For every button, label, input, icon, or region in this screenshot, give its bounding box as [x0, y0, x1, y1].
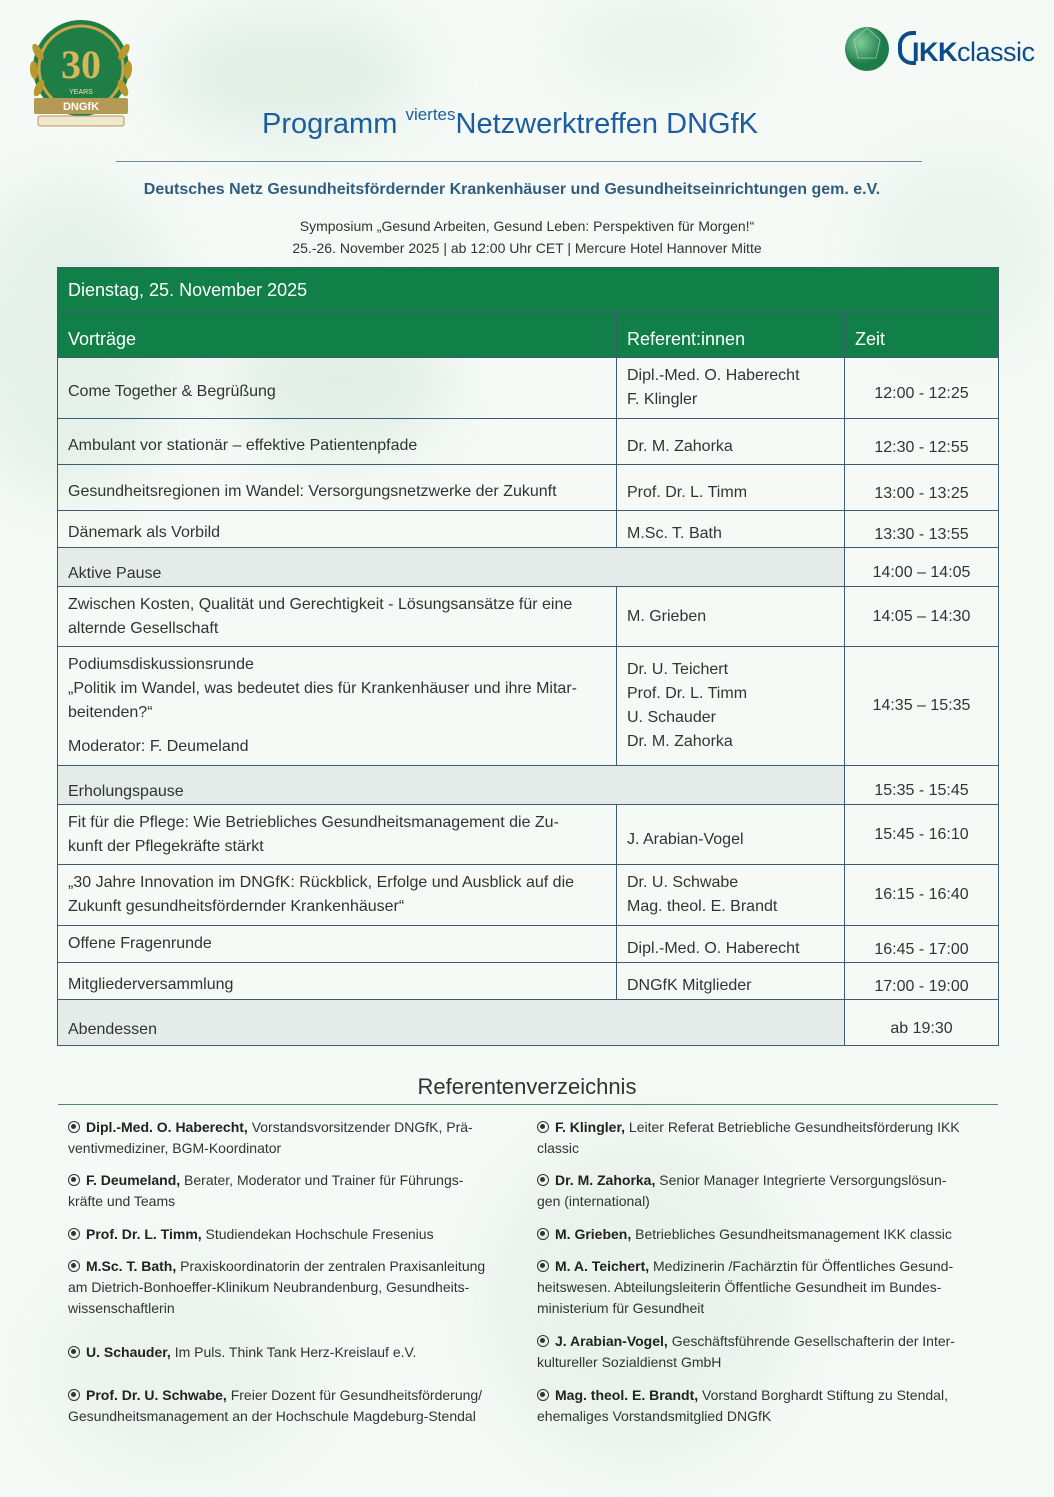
day-header-row: [58, 268, 999, 313]
talk-line: alternde Gesellschaft: [68, 619, 219, 637]
pause-label: Abendessen: [58, 1000, 845, 1046]
program-row: [58, 926, 999, 963]
bullet-icon: [537, 1174, 549, 1186]
talk-line: „30 Jahre Innovation im DNGfK: Rückblick, Erfolge und Ausblick auf die: [68, 874, 575, 891]
reference-name: J. Arabian-Vogel,: [555, 1333, 668, 1349]
title-divider: [116, 161, 922, 162]
bullet-icon: [68, 1228, 80, 1240]
reference-description-line: kultureller Sozialdienst GmbH: [537, 1354, 722, 1370]
speaker-name: M. Grieben: [627, 607, 707, 625]
pause-label: Aktive Pause: [58, 548, 845, 587]
reference-entry: [68, 1256, 523, 1319]
svg-text:YEARS: YEARS: [69, 89, 93, 96]
program-row: [58, 865, 999, 926]
bullet-icon: [68, 1346, 80, 1358]
ikk-brand-bold: IKK: [912, 36, 957, 67]
time-slot: 13:00 - 13:25: [845, 465, 999, 511]
speaker-name: Dr. M. Zahorka: [627, 437, 733, 455]
reference-entry: [537, 1117, 992, 1159]
program-row: [58, 805, 999, 865]
reference-description-line: ventivmediziner, BGM-Koordinator: [68, 1140, 282, 1156]
speaker-name: DNGfK Mitglieder: [627, 977, 752, 994]
speaker-list: [617, 647, 845, 766]
page-title: Programm $^{viertes}$Netzwerktreffen DNGfK: [262, 105, 758, 140]
speaker-name: Dr. U. Schwabe: [627, 874, 739, 891]
reference-name: Prof. Dr. L. Timm,: [86, 1226, 202, 1242]
talk-line: kunft der Pflegekräfte stärkt: [68, 837, 264, 855]
bullet-icon: [537, 1121, 549, 1133]
bullet-icon: [537, 1228, 549, 1240]
speaker-name: M.Sc. T. Bath: [627, 525, 722, 542]
reference-description: Im Puls. Think Tank Herz-Kreislauf e.V.: [174, 1344, 417, 1360]
speaker-list: [617, 587, 845, 647]
symposium-date-venue: 25.-26. November 2025 | ab 12:00 Uhr CET | Mercure Hotel Hannover Mitte: [292, 240, 762, 256]
reference-name: Prof. Dr. U. Schwabe,: [86, 1387, 227, 1403]
speaker-list: [617, 865, 845, 926]
speaker-list: [617, 805, 845, 865]
program-row: [58, 511, 999, 548]
pause-row: [58, 766, 999, 805]
reference-description-line: heitswesen. Abteilungsleiterin Öffentliche Gesundheit im Bundes-: [537, 1279, 942, 1295]
column-header-row: [58, 313, 999, 358]
talk-line: Dänemark als Vorbild: [68, 524, 221, 541]
organization-name: Deutsches Netz Gesundheitsfördernder Krankenhäuser und Gesundheitseinrichtungen gem. e.V.: [143, 181, 881, 198]
reference-name: Dr. M. Zahorka,: [555, 1172, 656, 1188]
reference-entry: [68, 1170, 523, 1212]
speaker-list: [617, 926, 845, 963]
speaker-list: [617, 358, 845, 419]
pause-row: [58, 548, 999, 587]
day-label: Dienstag, 25. November 2025: [58, 268, 999, 313]
speaker-name: U. Schauder: [627, 709, 716, 726]
reference-entry: [537, 1170, 992, 1212]
time-slot: 15:45 - 16:10: [845, 805, 999, 865]
speaker-name: Prof. Dr. L. Timm: [627, 685, 748, 702]
talk-line: Zwischen Kosten, Qualität und Gerechtigkeit - Lösungsansätze für eine: [68, 595, 573, 613]
reference-name: Mag. theol. E. Brandt,: [555, 1387, 699, 1403]
talk-title: [58, 419, 617, 465]
header-speakers: Referent:innen: [617, 313, 845, 358]
talk-line: Gesundheitsregionen im Wandel: Versorgungsnetzwerke der Zukunft: [68, 482, 557, 500]
ikk-brand-rest: classic: [957, 36, 1035, 67]
time-slot: 16:15 - 16:40: [845, 865, 999, 926]
reference-entry: [68, 1342, 523, 1363]
talk-title: [58, 865, 617, 926]
reference-description: Leiter Referat Betriebliche Gesundheitsförderung IKK: [628, 1119, 960, 1135]
header-talks: Vorträge: [58, 313, 617, 358]
talk-line: Mitgliederversammlung: [68, 976, 234, 993]
svg-text:DNGfK: DNGfK: [62, 101, 100, 113]
bullet-icon: [68, 1389, 80, 1401]
time-slot: 14:05 – 14:30: [845, 587, 999, 647]
talk-line: beitenden?“: [68, 704, 153, 721]
title-superscript: viertes: [405, 105, 456, 124]
reference-description-line: Gesundheitsmanagement an der Hochschule Magdeburg-Stendal: [68, 1408, 476, 1424]
bullet-icon: [68, 1121, 80, 1133]
speaker-name: Dr. M. Zahorka: [627, 733, 733, 750]
talk-title: [58, 926, 617, 963]
ikk-classic-logo: [844, 24, 1044, 74]
program-row: [58, 465, 999, 511]
time-slot: 17:00 - 19:00: [845, 963, 999, 1000]
reference-name: U. Schauder,: [86, 1344, 171, 1360]
speaker-name: Dr. U. Teichert: [627, 661, 729, 678]
time-slot: 12:00 - 12:25: [845, 358, 999, 419]
reference-description: Freier Dozent für Gesundheitsförderung/: [230, 1387, 483, 1403]
reference-entry: [68, 1224, 523, 1245]
speaker-name: Dipl.-Med. O. Haberecht: [627, 940, 800, 957]
speaker-name: Prof. Dr. L. Timm: [627, 483, 748, 501]
header-time: Zeit: [845, 313, 999, 358]
talk-line: Fit für die Pflege: Wie Betriebliches Gesundheitsmanagement die Zu-: [68, 813, 559, 831]
reference-description-line: classic: [537, 1140, 580, 1156]
reference-name: F. Klingler,: [555, 1119, 626, 1135]
program-row: [58, 419, 999, 465]
speaker-list: [617, 511, 845, 548]
reference-entry: [68, 1385, 523, 1427]
references-divider: [58, 1104, 998, 1105]
talk-title: [58, 963, 617, 1000]
reference-name: M. Grieben,: [555, 1226, 632, 1242]
speaker-name: J. Arabian-Vogel: [627, 830, 744, 848]
reference-description-line: am Dietrich-Bonhoeffer-Klinikum Neubrandenburg, Gesundheits-: [68, 1279, 470, 1295]
bullet-icon: [68, 1260, 80, 1272]
talk-title: [58, 358, 617, 419]
talk-title: [58, 587, 617, 647]
reference-description: Berater, Moderator und Trainer für Führungs-: [184, 1172, 464, 1188]
reference-description: Vorstand Borghardt Stiftung zu Stendal,: [702, 1387, 948, 1403]
moderator-line: Moderator: F. Deumeland: [68, 738, 249, 755]
references-title: Referentenverzeichnis: [417, 1074, 637, 1099]
symposium-title: Symposium „Gesund Arbeiten, Gesund Leben: Perspektiven für Morgen!“: [299, 218, 755, 234]
bullet-icon: [537, 1260, 549, 1272]
reference-description: Studiendekan Hochschule Fresenius: [205, 1226, 434, 1242]
reference-entry: [537, 1331, 992, 1373]
reference-description: Praxiskoordinatorin der zentralen Praxisanleitung: [180, 1258, 486, 1274]
speaker-list: [617, 963, 845, 1000]
talk-line: Come Together & Begrüßung: [68, 383, 276, 400]
time-slot: 13:30 - 13:55: [845, 511, 999, 548]
bullet-icon: [68, 1174, 80, 1186]
talk-line: Zukunft gesundheitsfördernder Krankenhäuser“: [68, 898, 405, 915]
reference-description-line: kräfte und Teams: [68, 1193, 176, 1209]
speaker-name: F. Klingler: [627, 391, 698, 408]
reference-description: Vorstandsvorsitzender DNGfK, Prä-: [251, 1119, 473, 1135]
reference-description: Geschäftsführende Gesellschafterin der Inter-: [671, 1333, 955, 1349]
pause-label: Erholungspause: [58, 766, 845, 805]
time-slot: 12:30 - 12:55: [845, 419, 999, 465]
talk-line: Offene Fragenrunde: [68, 935, 212, 952]
reference-name: M.Sc. T. Bath,: [86, 1258, 177, 1274]
talk-title: [58, 465, 617, 511]
reference-name: F. Deumeland,: [86, 1172, 181, 1188]
reference-entry: [537, 1224, 992, 1245]
program-row: [58, 647, 999, 766]
time-slot: 14:00 – 14:05: [845, 548, 999, 587]
reference-entry: [537, 1385, 992, 1427]
ikk-emblem-icon: [844, 26, 890, 72]
bullet-icon: [537, 1335, 549, 1347]
program-row: [58, 963, 999, 1000]
speaker-name: Mag. theol. E. Brandt: [627, 898, 778, 915]
talk-title: [58, 647, 617, 766]
talk-title: [58, 511, 617, 548]
reference-entry: [537, 1256, 992, 1319]
reference-description-line: ministerium für Gesundheit: [537, 1300, 705, 1316]
speaker-list: [617, 465, 845, 511]
program-row: [58, 358, 999, 419]
reference-entry: [68, 1117, 523, 1159]
talk-title: [58, 805, 617, 865]
speaker-list: [617, 419, 845, 465]
talk-line: Podiumsdiskussionsrunde: [68, 656, 254, 673]
reference-description: Medizinerin /Fachärztin für Öffentliches Gesund-: [653, 1258, 954, 1274]
reference-name: Dipl.-Med. O. Haberecht,: [86, 1119, 248, 1135]
program-table: [57, 267, 999, 1046]
reference-description: Betriebliches Gesundheitsmanagement IKK classic: [635, 1226, 952, 1242]
reference-description-line: wissenschaftlerin: [68, 1300, 175, 1316]
background-wash: [560, 0, 760, 90]
talk-line: Ambulant vor stationär – effektive Patientenpfade: [68, 436, 418, 454]
svg-text:30: 30: [61, 42, 101, 87]
time-slot: 14:35 – 15:35: [845, 647, 999, 766]
pause-row: [58, 1000, 999, 1046]
speaker-name: Dipl.-Med. O. Haberecht: [627, 367, 800, 384]
time-slot: 16:45 - 17:00: [845, 926, 999, 963]
program-row: [58, 587, 999, 647]
reference-description-line: gen (international): [537, 1193, 650, 1209]
reference-name: M. A. Teichert,: [555, 1258, 650, 1274]
symposium-info: [0, 215, 1054, 259]
reference-description: Senior Manager Integrierte Versorgungslösun-: [659, 1172, 947, 1188]
reference-description-line: ehemaliges Vorstandsmitglied DNGfK: [537, 1408, 772, 1424]
time-slot: 15:35 - 15:45: [845, 766, 999, 805]
time-slot: ab 19:30: [845, 1000, 999, 1046]
talk-line: „Politik im Wandel, was bedeutet dies für Krankenhäuser und ihre Mitar-: [68, 680, 577, 697]
bullet-icon: [537, 1389, 549, 1401]
